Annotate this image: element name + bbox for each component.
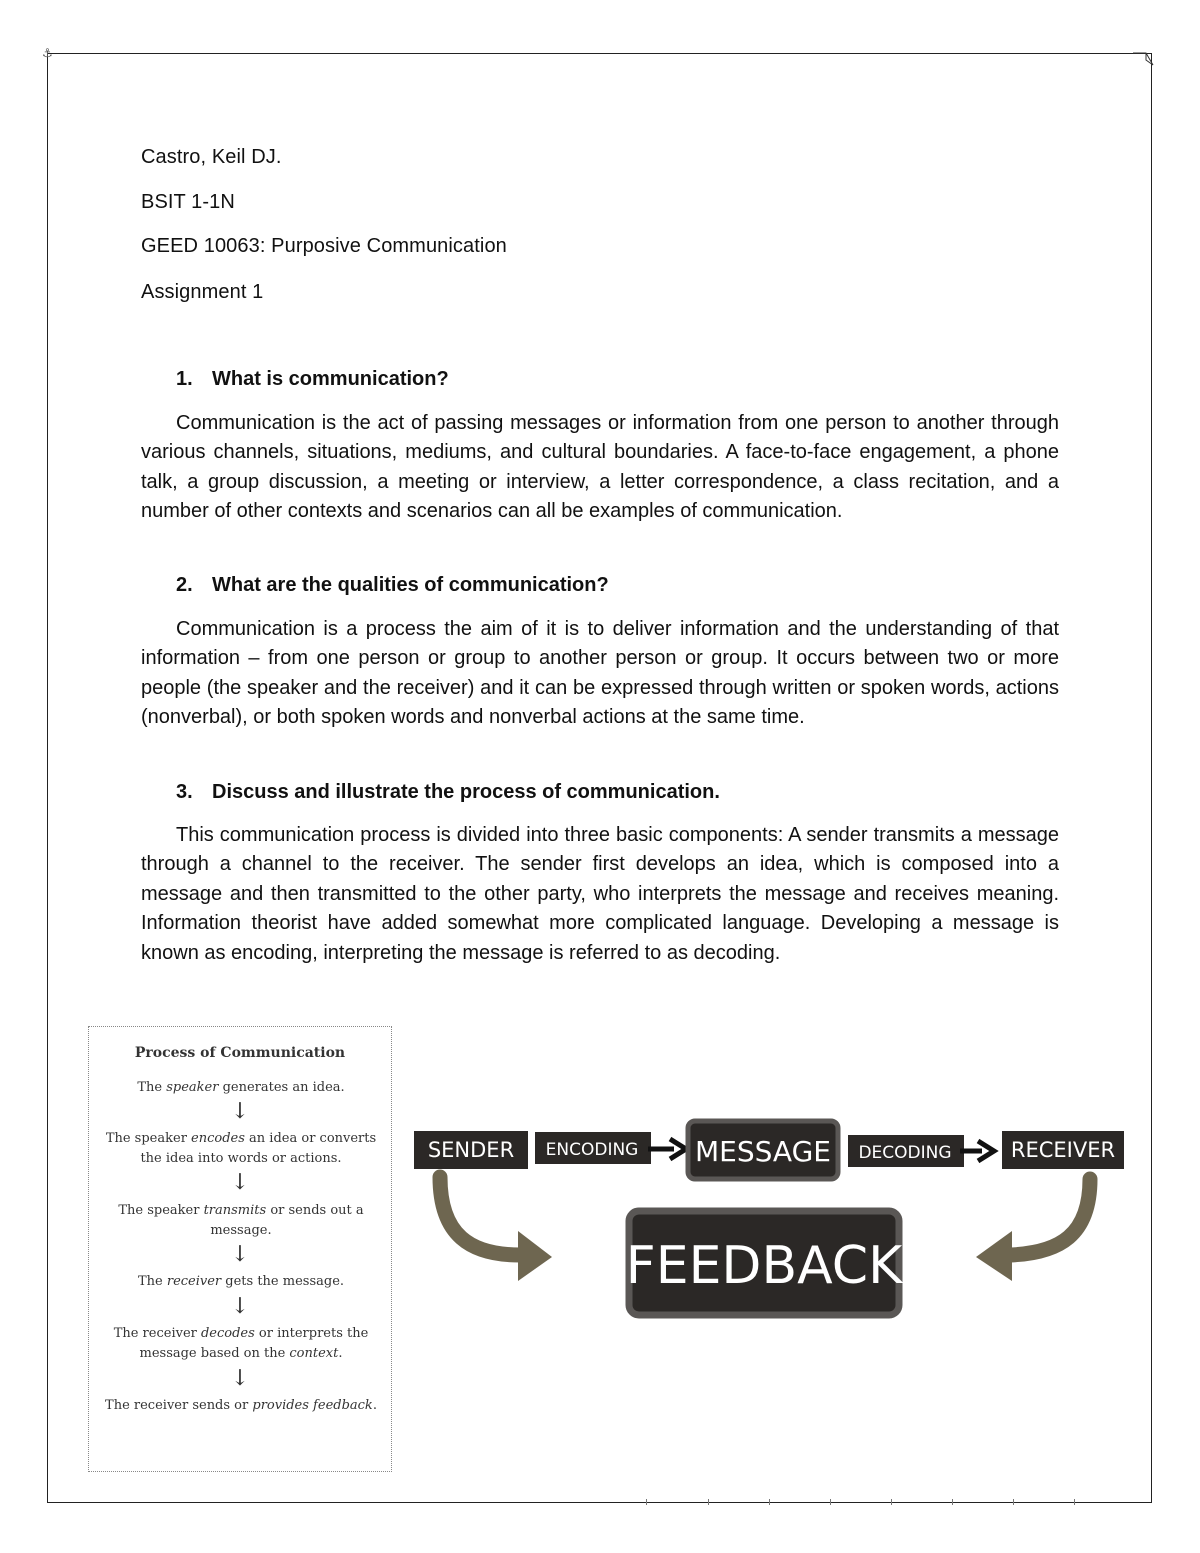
communication-model-diagram [410, 1095, 1130, 1335]
arrow-down-icon: ↓ [230, 1366, 250, 1391]
question-number: 2. [176, 574, 193, 596]
question-number: 1. [176, 368, 193, 390]
process-step: The receiver gets the message. [137, 1274, 345, 1289]
answer-3: This communication process is divided into three basic components: A sender transmits a message through a channel to the receiver. The sender first develops an idea, which is composed into a message and then transmitted to the other party, who interprets the message and receives meaning. Information theorist have added somewhat more complicated language. Developing a message is known as encoding, interpreting the message is referred to as decoding. [141, 824, 1059, 964]
receiver-label: RECEIVER [1010, 1138, 1116, 1162]
question-3-heading [176, 780, 720, 804]
page-fold-icon [1132, 52, 1154, 66]
sender-feedback-arrowhead-icon [518, 1231, 552, 1281]
feedback-label: FEEDBACK [625, 1236, 903, 1296]
student-name: Castro, Keil DJ. [141, 146, 282, 168]
process-of-communication-box [88, 1026, 392, 1472]
process-step: The speaker transmits or sends out a message. [118, 1203, 364, 1238]
receiver-feedback-curve-arrow-icon [1010, 1179, 1090, 1255]
process-step: The speaker generates an idea. [137, 1080, 345, 1095]
sender-feedback-curve-arrow-icon [440, 1177, 520, 1255]
receiver-feedback-arrowhead-icon [976, 1231, 1012, 1281]
arrow-down-icon: ↓ [230, 1294, 250, 1319]
message-label: MESSAGE [695, 1135, 831, 1168]
process-step: The receiver decodes or interprets the message based on the context. [113, 1326, 369, 1361]
process-title: Process of Communication [134, 1045, 346, 1061]
encoding-label: ENCODING [545, 1140, 639, 1160]
answer-2: Communication is a process the aim of it is to deliver information and the understanding of that information – from one person or group to another person or group. It occurs between two or more people (the speaker and the receiver) and it can be expressed through written or spoken words, actions (nonverbal), or both spoken words and nonverbal actions at the same time. [141, 618, 1059, 729]
question-number: 3. [176, 781, 193, 803]
arrow-down-icon: ↓ [230, 1170, 250, 1195]
question-title: What is communication? [212, 368, 449, 390]
question-2-heading [176, 573, 609, 597]
arrow-down-icon: ↓ [230, 1099, 250, 1124]
course-title: GEED 10063: Purposive Communication [141, 235, 507, 257]
arrow-down-icon: ↓ [230, 1242, 250, 1267]
page-bottom-ticks [646, 1499, 1076, 1505]
sender-label: SENDER [427, 1138, 515, 1162]
question-title: Discuss and illustrate the process of communication. [212, 781, 720, 803]
anchor-icon: ⚓ [42, 46, 53, 60]
assignment-title: Assignment 1 [141, 281, 264, 303]
process-step: The speaker encodes an idea or converts the idea into words or actions. [105, 1131, 377, 1166]
question-1-heading [176, 367, 449, 391]
process-step: The receiver sends or provides feedback. [105, 1398, 377, 1413]
answer-1: Communication is the act of passing messages or information from one person to another through various channels, situations, mediums, and cultural boundaries. A face-to-face engagement, a phone talk, a group discussion, a meeting or interview, a letter correspondence, a class recitation, and a number of other contexts and scenarios can all be examples of communication. [141, 412, 1059, 523]
decoding-label: DECODING [858, 1143, 952, 1163]
question-title: What are the qualities of communication? [212, 574, 609, 596]
student-section: BSIT 1-1N [141, 191, 235, 213]
